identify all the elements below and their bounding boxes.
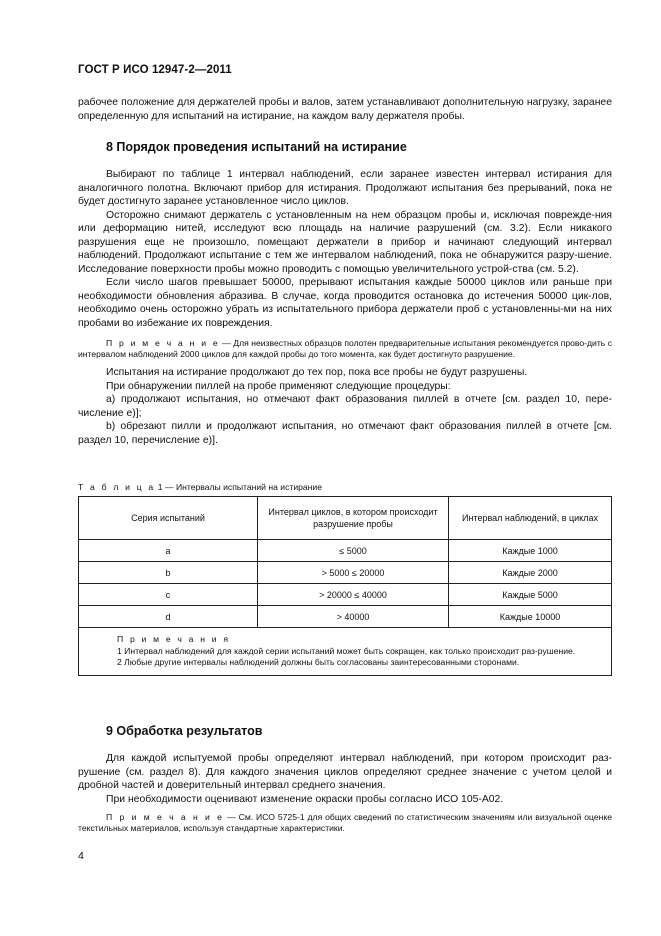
abrasion-intervals-table	[78, 496, 612, 676]
section-9-paragraph-2: При необходимости оценивают изменение окраски пробы согласно ИСО 105-A02.	[106, 793, 504, 805]
table-note-2: 2 Любые другие интервалы наблюдений должны быть согласованы заинтересованными сторонами.	[117, 657, 520, 667]
table-cell: > 5000 ≤ 20000	[258, 562, 449, 584]
table-1-caption-label: Т а б л и ц а	[78, 482, 156, 492]
table-cell: d	[79, 606, 258, 628]
table-notes-cell	[79, 628, 612, 676]
intro-paragraph	[78, 96, 612, 123]
section-8-note	[78, 338, 612, 360]
section-8-paragraph-5: При обнаружении пиллей на пробе применяют следующие процедуры:	[106, 380, 451, 392]
table-header-cell: Интервал циклов, в котором происходит разрушение пробы	[258, 497, 449, 540]
section-8-body	[78, 168, 612, 447]
section-8-heading: 8 Порядок проведения испытаний на истирание	[106, 140, 407, 154]
table-header-cell: Интервал наблюдений, в циклах	[449, 497, 612, 540]
table-row	[79, 606, 612, 628]
section-8-list-item-b: b) обрезают пилли и продолжают испытания, но отмечают факт образования пиллей в отчете [см. раздел 10, перечисление е)].	[78, 421, 612, 446]
page-number: 4	[78, 850, 84, 862]
table-row	[79, 540, 612, 562]
section-9-note-text: — См. ИСО 5725-1 для общих сведений по статистическим значениям или визуальной оценке текстильных материалов, используя стандартные характеристики.	[78, 812, 612, 833]
document-header: ГОСТ Р ИСО 12947-2—2011	[78, 64, 232, 76]
table-cell: Каждые 1000	[449, 540, 612, 562]
table-cell: c	[79, 584, 258, 606]
table-note-1: 1 Интервал наблюдений для каждой серии испытаний может быть сокращен, как только происходит раз-рушение.	[117, 645, 576, 656]
table-1-caption	[78, 482, 322, 492]
table-header-cell: Серия испытаний	[79, 497, 258, 540]
section-9-note-label: П р и м е ч а н и е	[106, 812, 225, 822]
table-header-row	[79, 497, 612, 540]
table-1-caption-text: 1 — Интервалы испытаний на истирание	[155, 482, 323, 492]
section-9-body	[78, 752, 612, 834]
table-cell: b	[79, 562, 258, 584]
intro-text: рабочее положение для держателей пробы и валов, затем устанавливают дополнительную нагрузку, заранее определенную для испытаний на истирание, на каждом валу держателя пробы.	[78, 97, 612, 122]
table-cell: a	[79, 540, 258, 562]
table-cell: ≤ 5000	[258, 540, 449, 562]
table-cell: Каждые 10000	[449, 606, 612, 628]
table-row	[79, 584, 612, 606]
table-cell: Каждые 5000	[449, 584, 612, 606]
section-9-note	[78, 812, 612, 834]
table-notes-row	[79, 628, 612, 676]
section-8-note-text: — Для неизвестных образцов полотен предварительные испытания рекомендуется прово-дить с интервалом наблюдений 2000 циклов для каждой пробы до того момента, как будет достигнуто разрушение.	[78, 338, 612, 359]
section-8-paragraph-1: Выбирают по таблице 1 интервал наблюдений, если заранее известен интервал истирания для аналогичного полотна. Включают прибор для истирания. Продолжают испытания без прерываний, пока не будет достигнуто заранее установленное число циклов.	[78, 169, 612, 207]
section-8-paragraph-4: Испытания на истирание продолжают до тех пор, пока все пробы не будут разрушены.	[106, 367, 528, 378]
table-row	[79, 562, 612, 584]
section-9-paragraph-1: Для каждой испытуемой пробы определяют интервал наблюдений, при котором происходит раз-рушение (см. раздел 8). Для каждого значения циклов определяют среднее значение с учетом целой и дробной частей и доверительный интервал среднего значения.	[78, 753, 612, 791]
section-8-note-label: П р и м е ч а н и е	[106, 338, 220, 348]
table-notes-label: П р и м е ч а н и я	[117, 634, 231, 644]
section-9-heading: 9 Обработка результатов	[106, 724, 263, 738]
section-8-paragraph-3: Если число шагов превышает 50000, прерывают испытания каждые 50000 циклов или раньше при необходимости обновления абразива. В случае, когда проводится остановка до истечения 50000 цик-лов, необходимо очень осторожно убрать из испытательного прибора держатели проб с установленны-ми на них пробами во избежание их повреждения.	[78, 277, 612, 329]
table-cell: > 20000 ≤ 40000	[258, 584, 449, 606]
table-cell: Каждые 2000	[449, 562, 612, 584]
section-8-list-item-a: a) продолжают испытания, но отмечают факт образования пиллей в отчете [см. раздел 10, пере-числение е)];	[78, 394, 612, 419]
section-8-paragraph-2: Осторожно снимают держатель с установленным на нем образцом пробы и, исключая поврежде-ния или деформацию нитей, исследуют всю площадь на наличие разрушений (см. 3.2). Если никакого разрушения еще не произошло, помещают держатели в прибор и начинают следующий интервал наблюдений. Продолжают испытание с тем же интервалом наблюдений, пока не обнаружится разру-шение. Исследование поверхности пробы можно проводить с помощью увеличительного устрой-ства (см. 5.2).	[78, 209, 612, 275]
table-cell: > 40000	[258, 606, 449, 628]
